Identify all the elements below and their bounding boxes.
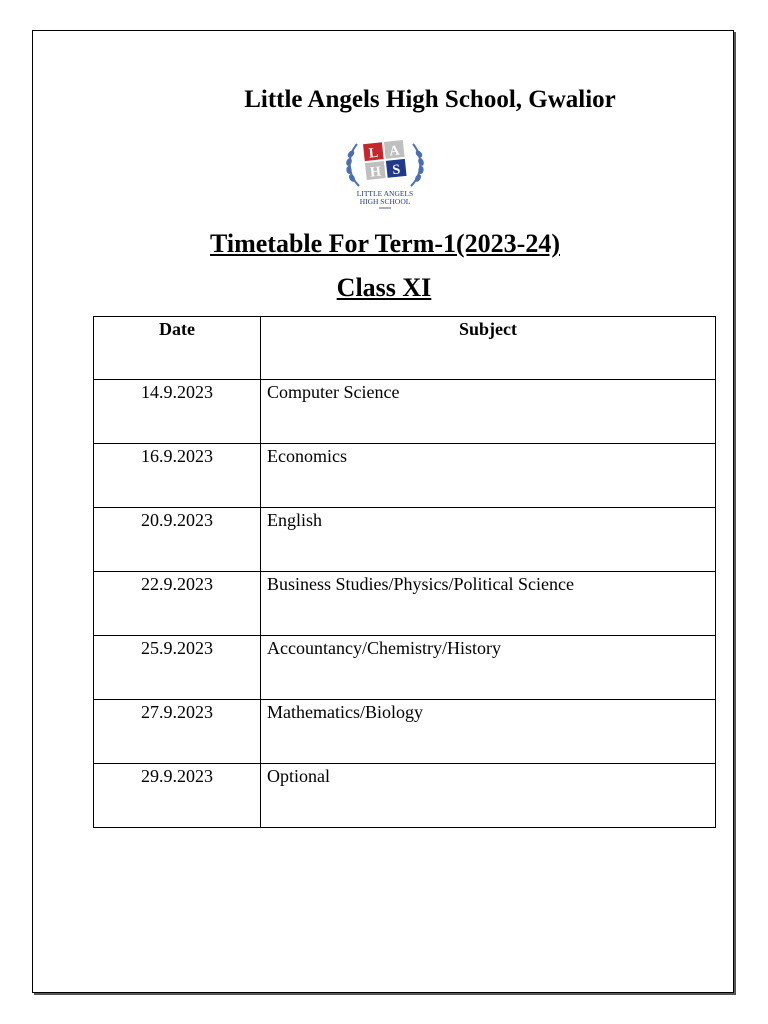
table-row	[94, 572, 716, 636]
date-cell: 29.9.2023	[94, 764, 261, 828]
logo-letter-h: H	[369, 164, 382, 181]
logo-letter-l: L	[368, 145, 379, 162]
table-row	[94, 380, 716, 444]
table-row	[94, 700, 716, 764]
date-cell: 22.9.2023	[94, 572, 261, 636]
timetable-title: Timetable For Term-1(2023-24)	[210, 229, 560, 258]
logo-text-line1: LITTLE ANGELS	[356, 189, 414, 198]
subject-cell: Business Studies/Physics/Political Science	[261, 572, 716, 636]
table-row	[94, 444, 716, 508]
table-row	[94, 508, 716, 572]
crest-icon	[363, 140, 407, 181]
timetable-table	[93, 316, 716, 828]
subject-cell: English	[261, 508, 716, 572]
date-cell: 16.9.2023	[94, 444, 261, 508]
date-cell: 25.9.2023	[94, 636, 261, 700]
school-name: Little Angels High School, Gwalior	[244, 86, 616, 113]
wreath-left-icon	[346, 144, 359, 186]
logo-text-line2: HIGH SCHOOL	[359, 197, 411, 206]
subject-cell: Computer Science	[261, 380, 716, 444]
subject-cell: Economics	[261, 444, 716, 508]
wreath-right-icon	[411, 144, 424, 186]
table-row	[94, 636, 716, 700]
subject-cell: Accountancy/Chemistry/History	[261, 636, 716, 700]
column-header-subject: Subject	[261, 317, 716, 380]
date-cell: 14.9.2023	[94, 380, 261, 444]
logo-letter-s: S	[391, 162, 402, 179]
logo-letter-a: A	[388, 143, 401, 160]
table-row	[94, 764, 716, 828]
subject-cell: Mathematics/Biology	[261, 700, 716, 764]
date-cell: 27.9.2023	[94, 700, 261, 764]
school-logo	[343, 130, 427, 214]
column-header-date: Date	[94, 317, 261, 380]
subject-cell: Optional	[261, 764, 716, 828]
date-cell: 20.9.2023	[94, 508, 261, 572]
table-header-row	[94, 317, 716, 380]
class-title: Class XI	[336, 273, 432, 302]
